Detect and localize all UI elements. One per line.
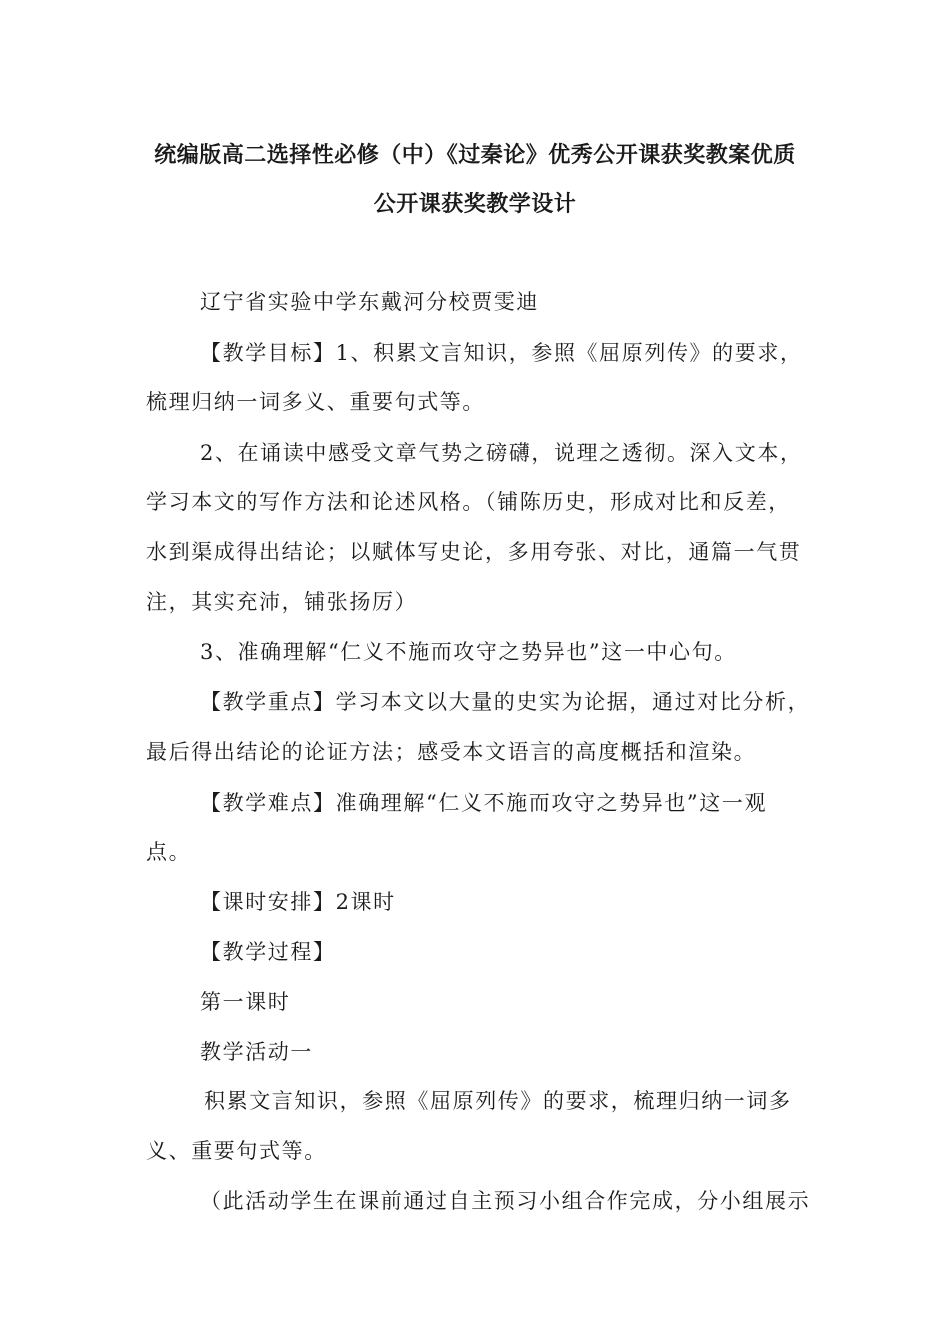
activity-1-text-line-1: 积累文言知识，参照《屈原列传》的要求，梳理归纳一词多 — [204, 1089, 792, 1113]
goal-3-line: 3、准确理解“仁义不施而攻守之势异也”这一中心句。 — [200, 640, 737, 664]
goal-2-line-3: 水到渠成得出结论；以赋体写史论，多用夸张、对比，通篇一气贯 — [146, 540, 802, 564]
goal-2-line-4: 注，其实充沛，铺张扬厉） — [146, 590, 418, 614]
author-line: 辽宁省实验中学东戴河分校贾雯迪 — [200, 290, 539, 314]
goal-2-line-2: 学习本文的写作方法和论述风格。（铺陈历史，形成对比和反差， — [146, 490, 791, 514]
goal-2-line-1: 2、在诵读中感受文章气势之磅礴，说理之透彻。深入文本， — [200, 441, 803, 465]
document-title-line-1: 统编版高二选择性必修（中）《过秦论》优秀公开课获奖教案优质 — [154, 143, 796, 168]
lesson-1-heading: 第一课时 — [200, 990, 291, 1014]
note-line: （此活动学生在课前通过自主预习小组合作完成，分小组展示 — [200, 1189, 811, 1213]
activity-1-text-line-2: 义、重要句式等。 — [146, 1139, 327, 1163]
key-points-line-1: 【教学重点】学习本文以大量的史实为论据，通过对比分析， — [200, 690, 811, 714]
difficulties-line-1: 【教学难点】准确理解“仁义不施而攻守之势异也”这一观 — [200, 791, 768, 815]
difficulties-line-2: 点。 — [146, 840, 192, 864]
key-points-line-2: 最后得出结论的论证方法；感受本文语言的高度概括和渲染。 — [146, 740, 757, 764]
goals-line-1: 【教学目标】1、积累文言知识，参照《屈原列传》的要求， — [200, 341, 803, 365]
schedule-line: 【课时安排】2课时 — [200, 890, 396, 914]
goals-line-2: 梳理归纳一词多义、重要句式等。 — [146, 390, 485, 414]
process-heading: 【教学过程】 — [200, 940, 336, 964]
activity-1-heading: 教学活动一 — [200, 1040, 313, 1064]
document-title-line-2: 公开课获奖教学设计 — [373, 192, 577, 217]
